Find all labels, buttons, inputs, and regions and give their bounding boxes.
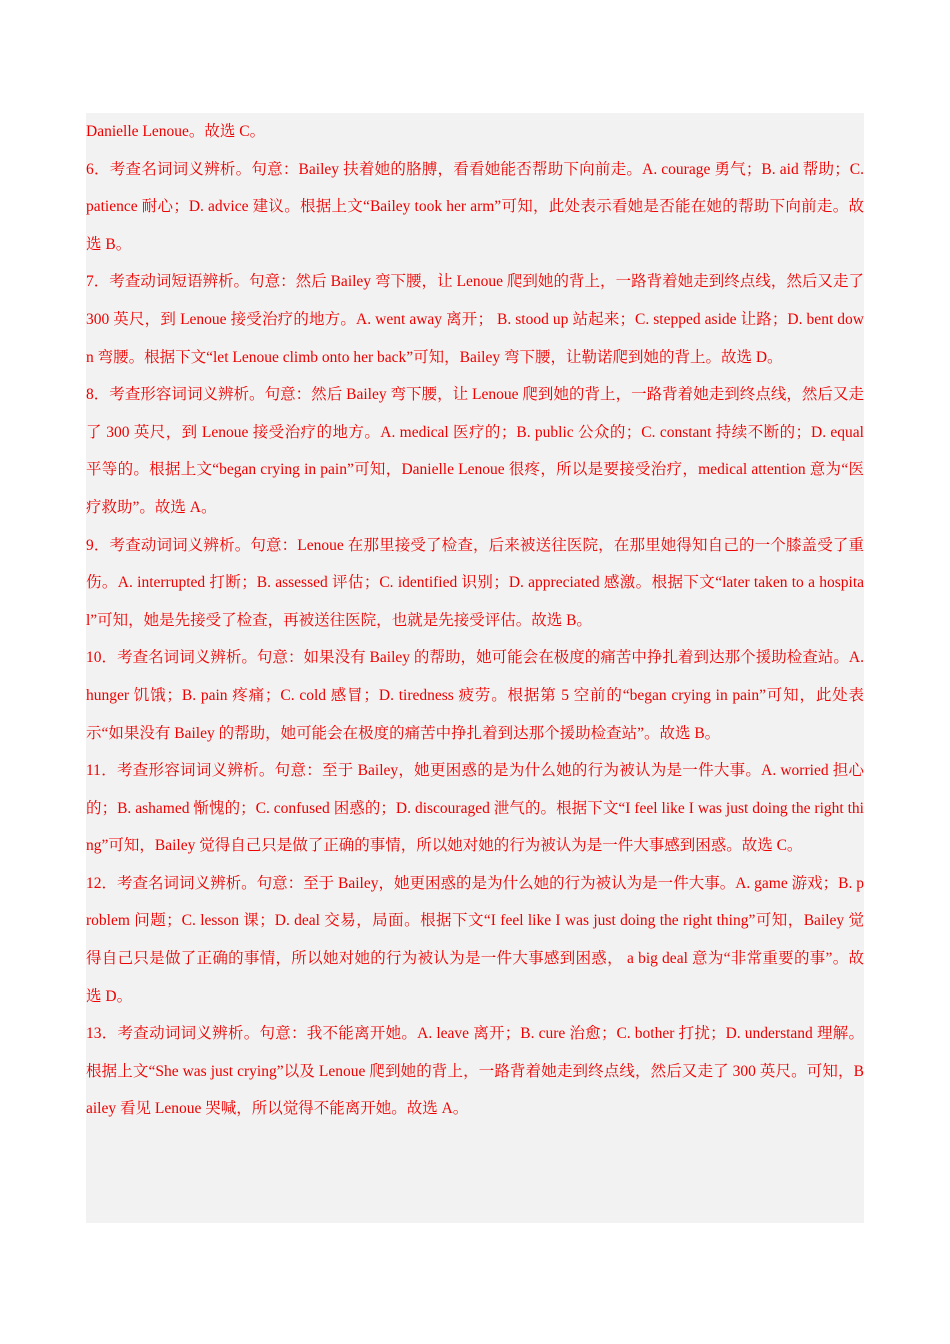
answer-5-tail: Danielle Lenoue。故选 C。 — [86, 123, 266, 140]
answer-9: 9．考查动词词义辨析。句意：Lenoue 在那里接受了检查，后来被送往医院，在那里她得知自己的一个膝盖受了重伤。A. interrupted 打断；B. assessed 评估；C. identified 识别；D. appreciated 感激。根据下文“later taken to a hospital”可知，她是先接受了检查，再被送往医院，也就是先接受评估。故选 B。 — [86, 536, 864, 629]
answer-11: 11．考查形容词词义辨析。句意：至于 Bailey，她更困惑的是为什么她的行为被认为是一件大事。A. worried 担心的；B. ashamed 惭愧的；C. confused 困惑的；D. discouraged 泄气的。根据下文“I feel like I was just doing the right thing”可知，Bailey 觉得自己只是做了正确的事情，所以她对她的行为被认为是一件大事感到困惑。故选 C。 — [86, 762, 864, 855]
answer-6: 6．考查名词词义辨析。句意：Bailey 扶着她的胳膊，看看她能否帮助下向前走。A. courage 勇气；B. aid 帮助；C. patience 耐心；D. advice 建议。根据上文“Bailey took her arm”可知，此处表示看她是否能在她的帮助下向前走。故选 B。 — [86, 160, 864, 253]
answer-10: 10．考查名词词义辨析。句意：如果没有 Bailey 的帮助，她可能会在极度的痛苦中挣扎着到达那个援助检查站。A. hunger 饥饿；B. pain 疼痛；C. cold 感冒；D. tiredness 疲劳。根据第 5 空前的“began crying in pain”可知，此处表示“如果没有 Bailey 的帮助，她可能会在极度的痛苦中挣扎着到达那个援助检查站”。故选 B。 — [86, 649, 864, 742]
answer-13: 13．考查动词词义辨析。句意：我不能离开她。A. leave 离开；B. cure 治愈；C. bother 打扰；D. understand 理解。根据上文“She was just crying”以及 Lenoue 爬到她的背上，一路背着她走到终点线，然后又走了 300 英尺。可知，Bailey 看见 Lenoue 哭喊，所以觉得不能离开她。故选 A。 — [86, 1025, 864, 1118]
answer-12: 12．考查名词词义辨析。句意：至于 Bailey，她更困惑的是为什么她的行为被认为是一件大事。A. game 游戏；B. problem 问题；C. lesson 课；D. deal 交易，局面。根据下文“I feel like I was just doing the right thing”可知，Bailey 觉得自己只是做了正确的事情，所以她对她的行为被认为是一件大事感到困惑， a big deal 意为“非常重要的事”。故选 D。 — [86, 874, 864, 1005]
answer-explanations — [86, 113, 864, 1223]
answer-7: 7．考查动词短语辨析。句意：然后 Bailey 弯下腰，让 Lenoue 爬到她的背上，一路背着她走到终点线，然后又走了 300 英尺，到 Lenoue 接受治疗的地方。A. went away 离开； B. stood up 站起来；C. stepped aside 让路；D. bent down 弯腰。根据下文“let Lenoue climb onto her back”可知，Bailey 弯下腰，让勒诺爬到她的背上。故选 D。 — [86, 273, 864, 366]
answer-8: 8．考查形容词词义辨析。句意：然后 Bailey 弯下腰，让 Lenoue 爬到她的背上，一路背着她走到终点线，然后又走了 300 英尺，到 Lenoue 接受治疗的地方。A. medical 医疗的；B. public 公众的；C. constant 持续不断的；D. equal 平等的。根据上文“began crying in pain”可知，Danielle Lenoue 很疼，所以是要接受治疗，medical attention 意为“医疗救助”。故选 A。 — [86, 386, 864, 516]
